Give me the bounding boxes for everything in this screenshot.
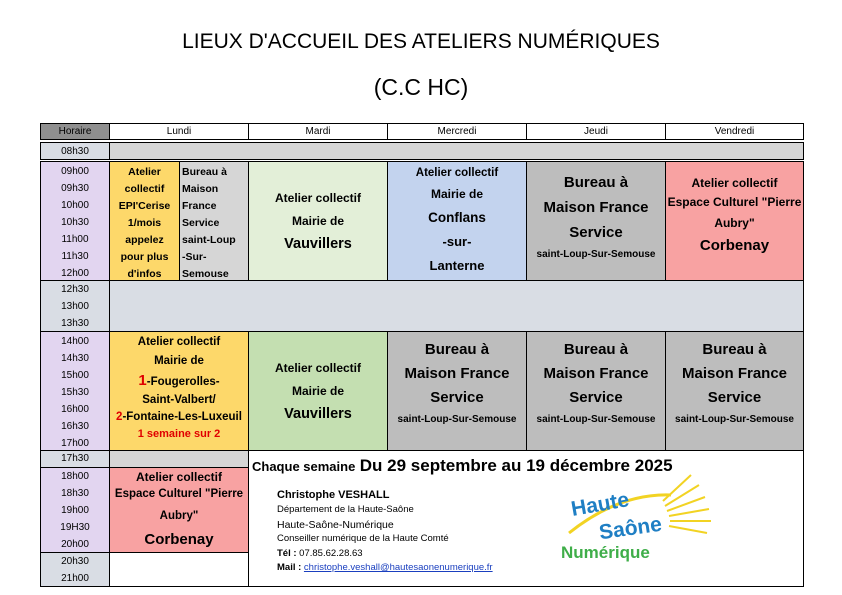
cell-line: Bureau à <box>563 174 629 191</box>
hour-label: 13h30 <box>61 318 89 329</box>
hour-label: 18h30 <box>61 488 89 499</box>
page-subtitle: (C.C HC) <box>373 74 469 100</box>
contact-dept: Département de la Haute-Saône <box>277 504 414 515</box>
hour-label: 14h30 <box>61 353 89 364</box>
contact-org: Haute-Saône-Numérique <box>277 518 394 531</box>
hour-label: 19H30 <box>60 522 90 533</box>
cell-line: saint-Loup-Sur-Semouse <box>397 414 517 425</box>
hour-0830: 08h30 <box>40 142 110 160</box>
mail-link[interactable]: christophe.veshall@hautesaonenumerique.fr <box>303 562 493 573</box>
cell-line: Mairie de <box>430 187 484 201</box>
cell-line: -Sur- <box>182 251 207 263</box>
hour-label: 11h00 <box>61 234 89 245</box>
hours-morning <box>40 161 110 281</box>
cell-line: Maison France <box>543 365 649 382</box>
cell-line: Maison <box>182 183 219 195</box>
mardi-pm <box>248 331 388 451</box>
header-jeudi: Jeudi <box>526 123 666 140</box>
cell-line: Saint-Valbert/ <box>142 394 216 406</box>
cell-line: Service <box>569 389 623 406</box>
hour-label: 20h00 <box>61 539 89 550</box>
hours-evening <box>40 467 110 553</box>
cell-line: Maison France <box>681 365 788 382</box>
cell-line: Mairie de <box>291 213 345 228</box>
place-fougerolles: -Fougerolles- <box>146 376 220 388</box>
hour-label: 19h00 <box>61 505 89 516</box>
cell-line: collectif <box>124 183 165 195</box>
cell-line <box>110 409 248 426</box>
cell-line: Maison France <box>404 365 510 382</box>
hour-label: 09h00 <box>61 166 89 177</box>
mardi-am <box>248 161 388 281</box>
hour-label: 18h00 <box>61 471 89 482</box>
cell-line: Service <box>569 224 623 241</box>
hours-afternoon <box>40 331 110 451</box>
header-lundi: Lundi <box>109 123 249 140</box>
hour-label: 14h00 <box>61 336 89 347</box>
header-vendredi: Vendredi <box>665 123 804 140</box>
hour-label: 16h00 <box>61 404 89 415</box>
cell-line: Aubry" <box>714 216 755 230</box>
cell-line: Service <box>430 389 484 406</box>
tel-value: 07.85.62.28.63 <box>299 547 363 559</box>
hour-label: 12h00 <box>61 268 89 279</box>
hour-label: 15h30 <box>61 387 89 398</box>
cell-line: Espace Culturel "Pierre <box>114 488 244 500</box>
cell-line: saint-Loup <box>182 234 236 246</box>
cell-line: EPI'Cerise <box>118 200 171 212</box>
hour-label: 11h30 <box>61 251 89 262</box>
hours-midday <box>40 280 110 332</box>
info-box <box>248 450 804 587</box>
cell-line <box>110 371 248 392</box>
cell-line: Service <box>182 217 220 229</box>
contact-tel <box>277 547 493 562</box>
cell-line: appelez <box>125 234 164 246</box>
cell-line: Semouse <box>182 268 229 280</box>
jeudi-am <box>526 161 666 281</box>
hour-label: 20h30 <box>61 556 89 567</box>
cell-line: France <box>182 200 217 212</box>
lundi-am-epicerise <box>109 161 180 281</box>
cell-line: Atelier collectif <box>691 176 778 190</box>
hour-1730: 17h30 <box>40 450 110 468</box>
contact-block <box>277 487 493 576</box>
midday-break <box>109 280 804 332</box>
haute-saone-logo <box>559 473 719 583</box>
slot-1730-empty <box>109 450 249 468</box>
jeudi-pm <box>526 331 666 451</box>
cell-line: Bureau à <box>182 166 227 178</box>
hour-label: 21h00 <box>61 573 89 584</box>
mercredi-pm <box>387 331 527 451</box>
cell-line: Atelier collectif <box>274 190 362 205</box>
cell-line: Atelier collectif <box>274 360 362 375</box>
cell-line: Mairie de <box>291 383 345 398</box>
hour-label: 16h30 <box>61 421 89 432</box>
contact-role: Conseiller numérique de la Haute Comté <box>277 533 449 544</box>
hour-label: 13h00 <box>61 301 89 312</box>
cell-line: Atelier collectif <box>135 470 223 484</box>
header-horaire: Horaire <box>40 123 110 140</box>
cell-line: Atelier collectif <box>415 167 499 179</box>
vendredi-am <box>665 161 804 281</box>
slot-0830-empty <box>109 142 804 160</box>
lundi-evening <box>109 467 249 553</box>
number-one: 1 <box>138 372 147 389</box>
frequency-note: 1 semaine sur 2 <box>137 428 221 440</box>
logo-line3: Numérique <box>561 543 650 562</box>
page-title: LIEUX D'ACCUEIL DES ATELIERS NUMÉRIQUES <box>182 30 660 53</box>
tel-label: Tél : <box>277 547 297 559</box>
vendredi-pm <box>665 331 804 451</box>
cell-line: saint-Loup-Sur-Semouse <box>675 414 794 425</box>
header-mardi: Mardi <box>248 123 388 140</box>
weekly-dates: Du 29 septembre au 19 décembre 2025 <box>359 456 673 475</box>
slot-late-empty <box>109 552 249 587</box>
hour-label: 09h30 <box>61 183 89 194</box>
hour-label: 15h00 <box>61 370 89 381</box>
mail-label: Mail : <box>277 562 302 573</box>
logo-line2: Saône <box>597 512 664 545</box>
lundi-pm <box>109 331 249 451</box>
cell-line: Corbenay <box>144 531 214 548</box>
cell-line: Lanterne <box>429 258 485 273</box>
header-mercredi: Mercredi <box>387 123 527 140</box>
cell-line: Bureau à <box>563 341 629 358</box>
place-fontaine: -Fontaine-Les-Luxeuil <box>122 411 242 423</box>
logo-line1: Haute <box>569 488 631 521</box>
lundi-am-bureau <box>179 161 249 281</box>
hour-label: 12h30 <box>61 284 89 295</box>
cell-line: pour plus <box>120 251 169 263</box>
cell-line: Atelier <box>128 166 161 178</box>
cell-line: saint-Loup-Sur-Semouse <box>536 249 656 260</box>
cell-line: Corbenay <box>699 237 770 254</box>
cell-line: Conflans <box>428 210 486 225</box>
cell-line: Bureau à <box>702 341 767 358</box>
cell-line: Vauvillers <box>284 405 352 422</box>
cell-line: Bureau à <box>424 341 490 358</box>
cell-line: d'infos <box>127 268 162 280</box>
hour-label: 10h00 <box>61 200 89 211</box>
mercredi-am <box>387 161 527 281</box>
cell-line: 1/mois <box>127 217 162 229</box>
cell-line: Service <box>707 389 762 406</box>
number-two: 2 <box>116 411 123 423</box>
cell-line: -sur- <box>442 234 472 249</box>
hour-label: 17h00 <box>61 438 89 449</box>
hour-label: 10h30 <box>61 217 89 228</box>
cell-line: Espace Culturel "Pierre <box>667 195 802 209</box>
contact-name: Christophe VESHALL <box>277 489 390 501</box>
cell-line: Aubry" <box>159 510 199 522</box>
cell-line: Vauvillers <box>284 235 352 252</box>
weekly-prefix: Chaque semaine <box>252 459 356 474</box>
cell-line: Atelier collectif <box>137 336 221 348</box>
hours-late <box>40 552 110 587</box>
contact-mail <box>277 561 493 576</box>
cell-line: saint-Loup-Sur-Semouse <box>536 414 656 425</box>
cell-line: Maison France <box>543 199 649 216</box>
cell-line: Mairie de <box>154 355 204 367</box>
